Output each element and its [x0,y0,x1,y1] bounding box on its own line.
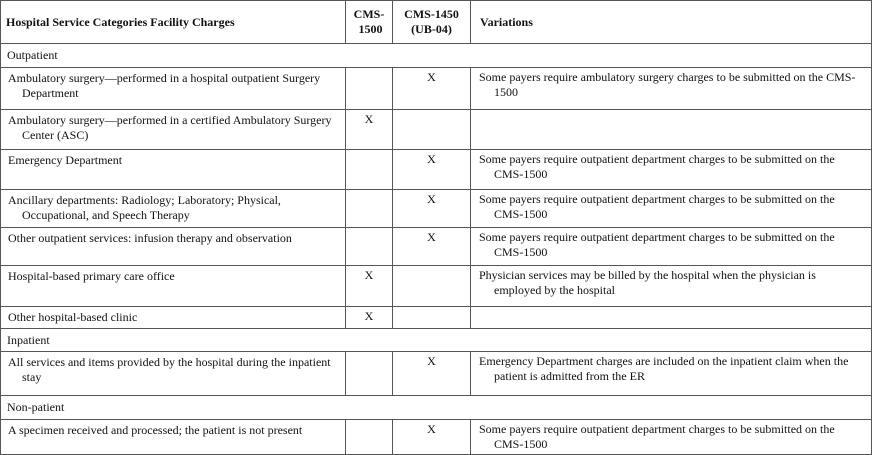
category-cell: A specimen received and processed; the patient is not present [1,420,346,455]
variation-cell: Some payers require outpatient department charges to be submitted on the CMS-1500 [471,228,872,266]
category-cell: Other outpatient services: infusion therapy and observation [1,228,346,266]
category-cell: Hospital-based primary care office [1,266,346,307]
cms1500-cell [346,190,393,228]
header-category: Hospital Service Categories Facility Charges [1,1,346,44]
table-row [1,266,872,307]
cms1450-cell [393,307,471,329]
category-cell: Ancillary departments: Radiology; Laboratory; Physical, Occupational, and Speech Therapy [1,190,346,228]
variation-cell: Some payers require outpatient department charges to be submitted on the CMS-1500 [471,420,872,455]
section-row [1,396,872,420]
header-variations: Variations [471,1,872,44]
cms1450-cell: X [393,68,471,110]
variation-cell: Physician services may be billed by the hospital when the physician is employed by the hospital [471,266,872,307]
cms1500-cell: X [346,307,393,329]
table-row [1,68,872,110]
variation-cell: Some payers require outpatient department charges to be submitted on the CMS-1500 [471,190,872,228]
header-cms1450 [393,1,471,44]
header-row [1,1,872,44]
variation-cell [471,110,872,150]
cms1450-cell: X [393,228,471,266]
table-row [1,420,872,455]
variation-cell: Emergency Department charges are included on the inpatient claim when the patient is admitted from the ER [471,352,872,396]
section-row [1,44,872,68]
table-row [1,190,872,228]
variation-cell: Some payers require outpatient department charges to be submitted on the CMS-1500 [471,150,872,190]
category-cell: Ambulatory surgery—performed in a certified Ambulatory Surgery Center (ASC) [1,110,346,150]
header-cms1500 [346,1,393,44]
header-cms1450-line2: (UB-04) [411,22,452,36]
table-row [1,352,872,396]
variation-cell [471,307,872,329]
cms1450-cell: X [393,150,471,190]
cms1500-cell [346,420,393,455]
cms1500-cell [346,228,393,266]
variation-cell: Some payers require ambulatory surgery charges to be submitted on the CMS-1500 [471,68,872,110]
cms1450-cell [393,110,471,150]
category-cell: All services and items provided by the hospital during the inpatient stay [1,352,346,396]
section-title: Outpatient [1,44,872,68]
table-row [1,150,872,190]
cms1450-cell [393,266,471,307]
header-cms1450-line1: CMS-1450 [404,7,459,21]
category-cell: Ambulatory surgery—performed in a hospital outpatient Surgery Department [1,68,346,110]
cms1500-cell: X [346,110,393,150]
section-title: Non-patient [1,396,872,420]
cms1500-cell [346,150,393,190]
table-row [1,307,872,329]
header-cms1500-line2: 1500 [358,22,383,36]
cms1450-cell: X [393,352,471,396]
category-cell: Other hospital-based clinic [1,307,346,329]
section-title: Inpatient [1,329,872,352]
section-row [1,329,872,352]
cms1500-cell: X [346,266,393,307]
header-cms1500-line1: CMS- [353,7,385,21]
cms1450-cell: X [393,420,471,455]
table-row [1,110,872,150]
cms1450-cell: X [393,190,471,228]
category-cell: Emergency Department [1,150,346,190]
table-row [1,228,872,266]
cms1500-cell [346,68,393,110]
cms1500-cell [346,352,393,396]
